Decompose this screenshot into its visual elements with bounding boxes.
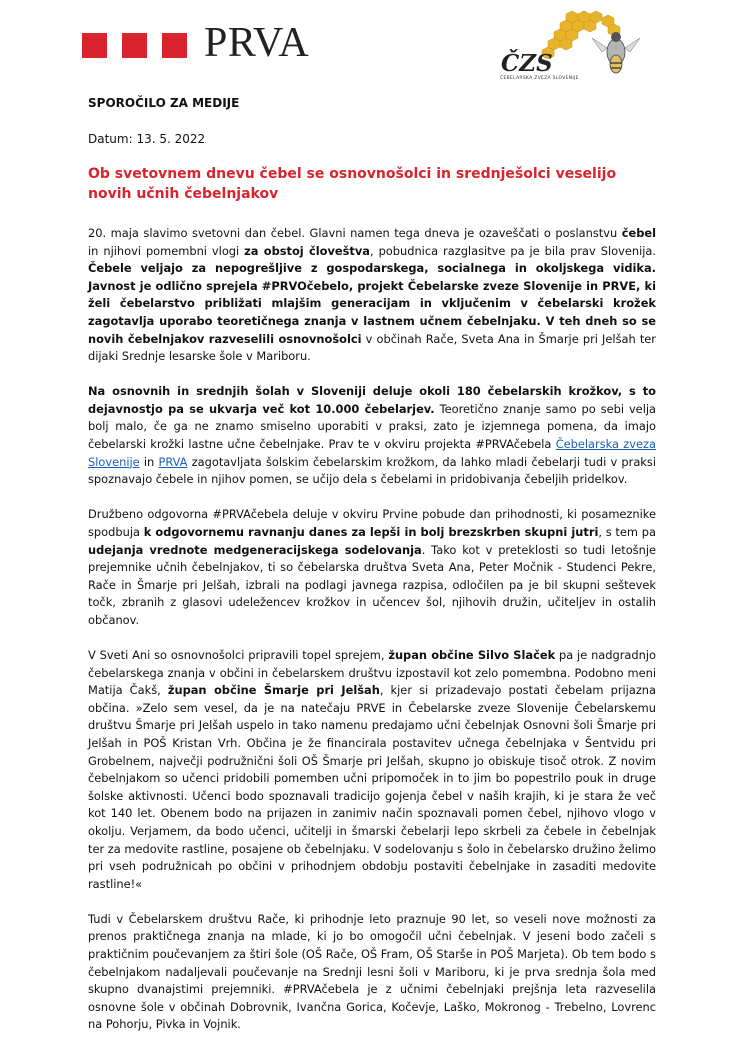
text: Družbeno odgovorna #PRVAčebela deluje v okviru Prvine pobude dan prihodnosti, ki posameznike spodbuja: [88, 507, 656, 539]
bee-icon: [592, 32, 640, 73]
bold-text: župan občine Šmarje pri Jelšah: [167, 683, 380, 698]
headline: Ob svetovnem dnevu čebel se osnovnošolci in srednješolci veselijo novih učnih čebelnjakov: [88, 166, 617, 202]
prva-logo: PRVA: [204, 20, 310, 66]
page-header: [0, 0, 736, 90]
brand-square: [122, 33, 147, 58]
bold-text: k odgovornemu ravnanju danes za lepši in bolj brezskrben skupni jutri: [143, 524, 599, 539]
text: v občinah Rače, Sveta Ana in Šmarje pri Jelšah ter dijaki Srednje lesarske šole v Mariboru.: [88, 331, 656, 364]
link-czs[interactable]: Čebelarska zveza Slovenije: [88, 437, 656, 469]
paragraph: [88, 383, 656, 489]
link-prva[interactable]: PRVA: [158, 454, 188, 469]
brand-square: [162, 33, 187, 58]
text: V Sveti Ani so osnovnošolci pripravili topel sprejem,: [88, 647, 389, 662]
paragraph: [88, 647, 656, 893]
document-date: Datum: 13. 5. 2022: [88, 132, 206, 146]
text: , kjer si prizadevajo postati čebelam prijazna občina. »Zelo sem vesel, da je na natečaju PRVE in Čebelarske zveze Slovenije Čebelarskemu društvu Šmarje pri Jelšah uspelo in tako namenu predajamo učni čebelnjak Osnovni šoli Šmarje pri Jelšah in POŠ Kristan Vrh. Občina je že financirala postavitev učnega čebelnjaka v Šentvidu pri Grobelnem, največji podružnični šoli OŠ Šmarje pri Jelšah, skupno jo obiskuje tisoč otrok. Z novim čebelnjakom so učenci pridobili pomemben učni pripomoček in to jim bo popestrilo pouk in druge šolske aktivnosti. Učenci bodo spoznavali tradicijo gojenja čebel v naših krajih, ki je stara že več kot 140 let. Obenem bodo na prijazen in zanimiv način spoznavali pomen čebel, njihovo vlogo v okolju. Verjamem, da bodo učenci, učitelji in šmarski čebelarji lepo skrbeli za čebele in čebelnjak ter za medovite rastline, posajene ob čebelnjaku. V sodelovanju s šolo in čebelarsko družino želimo pri vseh podružnicah po občini v prihodnjem obdobju postaviti čebelnjake in zasaditi medovite rastline!«: [88, 683, 656, 891]
text: pa je nadgradnjo čebelarskega znanja v občini in čebelarskem društvu izpostavil kot zelo pomembna. Podobno meni Matija Čakš,: [88, 647, 656, 698]
text: , s tem pa: [598, 524, 656, 539]
article-body: [88, 225, 656, 1051]
bold-text: Na osnovnih in srednjih šolah v Sloveniji deluje okoli 180 čebelarskih krožkov, s to dejavnostjo pa se ukvarja več kot 10.000 čebelarjev.: [88, 384, 656, 416]
text: , pobudnica razglasitve pa je bila prav Slovenija.: [370, 243, 657, 258]
czs-logo-subtext: ČEBELARSKA ZVEZA SLOVENIJE: [500, 76, 579, 81]
text: zagotavljata šolskim čebelarskim krožkom, da lahko mladi čebelarji tudi v praksi spoznavajo čebele in njihov pomen, se učijo dela s čebelami in pridobivanja čebeljih pridelkov.: [88, 454, 656, 487]
czs-logo: [496, 8, 656, 88]
text: Teoretično znanje samo po sebi velja bolj malo, če ga ne znamo smiselno uporabiti v praksi, zato je izjemnega pomena, da imajo čebelarski krožki lastne učne čebelnjake. Prav te v okviru projekta #PRVAčebela: [88, 401, 656, 452]
czs-logo-text: ČZS: [501, 50, 553, 77]
brand-square: [82, 33, 107, 58]
document-label: SPOROČILO ZA MEDIJE: [88, 96, 240, 110]
text: in: [139, 454, 159, 469]
bold-text: udejanja vrednote medgeneracijskega sodelovanja: [88, 542, 422, 557]
text: in njihovi pomembni vlogi: [88, 243, 245, 258]
paragraph: Tudi v Čebelarskem društvu Rače, ki prihodnje leto praznuje 90 let, so veseli nove možnosti za prenos praktičnega znanja na mlade, ki jo bo omogočil učni čebelnjak. V jeseni bodo začeli s praktičnim poučevanjem za štiri šole (OŠ Rače, OŠ Fram, OŠ Starše in POŠ Marjeta). Ob tem bodo s čebelnjakom nadaljevali poučevanje na Srednji lesni šoli v Mariboru, ki je prva srednja šola med skupno dvanajstimi prejemniki. #PRVAčebela je z učnimi čebelnjaki prejšnja leta razveselila osnovne šole v občinah Dobrovnik, Ivančna Gorica, Kočevje, Laško, Mokronog - Trebelno, Lovrenc na Pohorju, Pivka in Vojnik.: [88, 911, 656, 1032]
bold-text: za obstoj človeštva: [244, 243, 370, 258]
bold-text: Čebele veljajo za nepogrešljive z gospodarskega, socialnega in okoljskega vidika. Javnost je odlično sprejela #PRVOčebelo, projekt Čebelarske zveze Slovenije in PRVE, ki želi čebelarstvo približati mlajšim generacijam in vključenim v čebelarski krožek zagotavlja uporabo teoretičnega znanja v lastnem učnem čebelnjaku. V teh dneh so se novih čebelnjakov razveselili osnovnošolci: [88, 261, 656, 346]
paragraph: [88, 506, 656, 629]
text: 20. maja slavimo svetovni dan čebel. Glavni namen tega dneva je ozaveščati o poslanstvu: [88, 226, 622, 240]
bold-text: župan občine Silvo Slaček: [388, 647, 556, 662]
text: . Tako kot v preteklosti so tudi letošnje prejemnike učnih čebelnjakov, ti so čebelarska društva Sveta Ana, Peter Močnik - Studenci Pekre, Rače in Šmarje pri Jelšah, izbrali na podlagi javnega razpisa, odločilen pa je bil skupni seštevek točk, zbranih z glasovi udeležencev krožkov in učencev šol, njihovih družin, učiteljev in ostalih občanov.: [88, 542, 656, 627]
paragraph: [88, 225, 656, 366]
bold-text: čebel: [621, 226, 656, 240]
